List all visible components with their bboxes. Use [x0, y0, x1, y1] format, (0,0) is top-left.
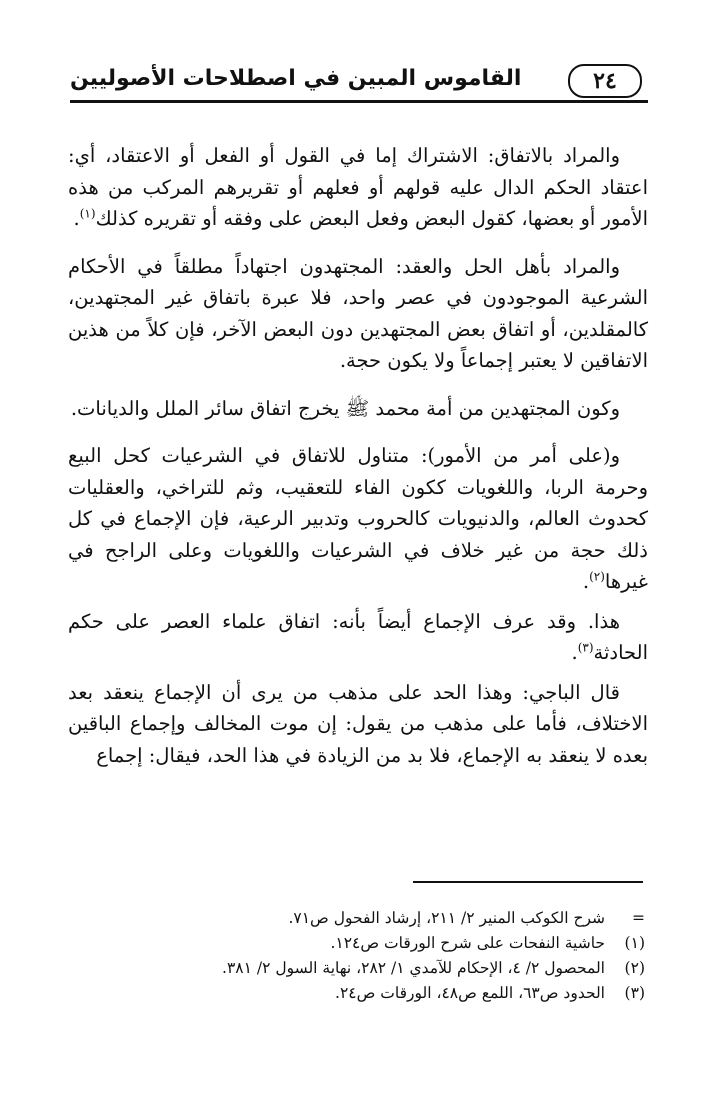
paragraph-al-baji — [68, 677, 648, 772]
page-header — [70, 62, 648, 102]
footnote-text: الحدود ص٦٣، اللمع ص٤٨، الورقات ص٢٤. — [335, 984, 605, 1002]
footnote-continuation — [150, 906, 645, 931]
running-title: القاموس المبين في اصطلاحات الأصوليين — [70, 66, 522, 91]
footnote-marker: (١) — [624, 934, 645, 952]
footnote-ref: (٢) — [589, 569, 605, 584]
paragraph-alt-definition: هذا. وقد عرف الإجماع أيضاً بأنه: اتفاق علماء العصر على حكم الحادثة$^{(٣)}$. — [68, 609, 648, 664]
footnote-ref: (٣) — [577, 640, 594, 655]
footnote-1 — [150, 931, 645, 956]
footnote-text: المحصول ٢/ ٤، الإحكام للآمدي ١/ ٢٨٢، نهاية السول ٢/ ٣٨١. — [222, 959, 605, 977]
footnote-text: حاشية النفحات على شرح الورقات ص١٢٤. — [330, 934, 605, 952]
paragraph-text: هذا. وقد عرف الإجماع أيضاً بأنه: اتفاق علماء العصر على حكم الحادثة — [68, 609, 648, 664]
paragraph-text: قال الباجي: وهذا الحد على مذهب من يرى أن الإجماع ينعقد بعد الاختلاف، فأما على مذهب من يقول: إن موت المخالف وإجماع الباقين بعده لا ينعقد به الإجماع، فلا بد من الزيادة في هذا الحد، فيقال: إجماع — [68, 680, 648, 767]
page-number: ٢٤ — [568, 64, 642, 98]
paragraph-ummah — [68, 393, 648, 425]
paragraph-ahl-al-hall — [68, 251, 648, 377]
footnote-ref: (١) — [79, 206, 96, 221]
footnote-marker: (٢) — [624, 959, 645, 977]
paragraph-text: وكون المجتهدين من أمة محمد ﷺ يخرج اتفاق سائر الملل والديانات. — [70, 396, 620, 420]
paragraph-scope: و(على أمر من الأمور): متناول للاتفاق في الشرعيات كحل البيع وحرمة الربا، واللغويات ككون الفاء للتعقيب، وثم للتراخي، والعقليات كحدوث العالم، والدنيويات كالحروب وتدبير الرعية، فإن الإجماع في كل ذلك حجة من غير خلاف في الشرعيات واللغويات وعلى الراجح في غيرها$^{(٢)}$. — [68, 444, 648, 593]
paragraph-text: و(على أمر من الأمور): متناول للاتفاق في الشرعيات كحل البيع وحرمة الربا، واللغويات ككون الفاء للتعقيب، وثم للتراخي، والعقليات كحدوث العالم، والدنيويات كالحروب وتدبير الرعية، فإن الإجماع في كل ذلك حجة من غير خلاف في الشرعيات واللغويات وعلى الراجح في غيرها — [68, 444, 648, 593]
footnote-marker: = — [632, 909, 645, 927]
footnote-rule — [413, 881, 643, 883]
paragraph-ijma-agreement: والمراد بالاتفاق: الاشتراك إما في القول أو الفعل أو الاعتقاد، أي: اعتقاد الحكم الدال عليه قولهم أو فعلهم أو تقريرهم المركب من هذه الأمور أو بعضها، كقول البعض وفعل البعض على وفقه أو تقريره كذلك$^{(١)}$. — [68, 144, 648, 230]
paragraph-text: والمراد بالاتفاق: الاشتراك إما في القول أو الفعل أو الاعتقاد، أي: اعتقاد الحكم الدال عليه قولهم أو فعلهم أو تقريرهم المركب من هذه الأمور أو بعضها، كقول البعض وفعل البعض على وفقه أو تقريره كذلك — [68, 144, 648, 230]
header-rule — [70, 100, 648, 103]
paragraph-text: والمراد بأهل الحل والعقد: المجتهدون اجتهاداً مطلقاً في الأحكام الشرعية الموجودون في عصر واحد، فلا عبرة باتفاق غير المجتهدين، كالمقلدين، أو اتفاق بعض المجتهدين دون البعض الآخر، فإن كلاً من هذين الاتفاقين لا يعتبر إجماعاً ولا يكون حجة. — [68, 254, 648, 372]
footnote-2 — [150, 956, 645, 981]
footnotes — [150, 906, 645, 1006]
footnote-3 — [150, 981, 645, 1006]
body-text — [68, 140, 648, 787]
footnote-text: شرح الكوكب المنير ٢/ ٢١١، إرشاد الفحول ص٧١. — [288, 909, 605, 927]
footnote-marker: (٣) — [624, 984, 645, 1002]
